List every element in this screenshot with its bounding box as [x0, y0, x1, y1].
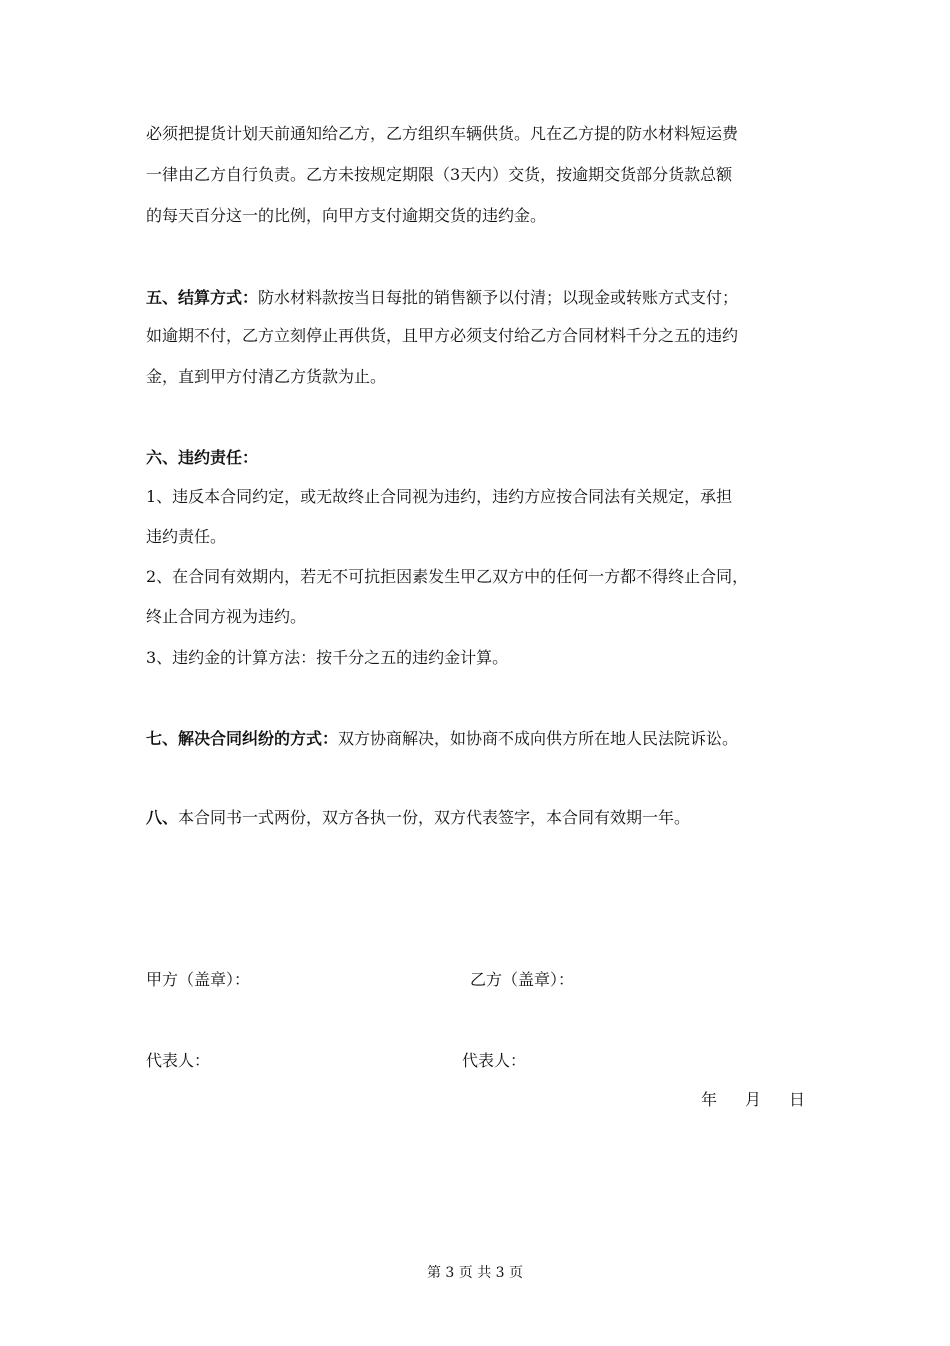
section6-item2-line2: 终止合同方视为违约。: [146, 607, 307, 626]
section5-heading: 五、结算方式：: [146, 288, 259, 307]
section5-line1: [146, 288, 738, 308]
section7-heading: 七、解决合同纠纷的方式：: [146, 729, 339, 748]
section6-item1-line2: 违约责任。: [146, 527, 227, 546]
section6-item2-line1: 2、在合同有效期内，若无不可抗拒因素发生甲乙双方中的任何一方都不得终止合同，: [146, 567, 749, 586]
section6-item1-line1: 1、违反本合同约定，或无故终止合同视为违约，违约方应按合同法有关规定，承担: [146, 487, 733, 506]
section5-line3: 金，直到甲方付清乙方货款为止。: [146, 367, 387, 386]
date-month-label: 月: [745, 1090, 762, 1109]
section5-text: 防水材料款按当日每批的销售额予以付清；以现金或转账方式支付；: [258, 288, 739, 307]
section6-heading: 六、违约责任：: [146, 448, 259, 467]
section7-text: 双方协商解决，如协商不成向供方所在地人民法院诉讼。: [338, 729, 739, 748]
date-year-label: 年: [701, 1090, 718, 1109]
section8-line: [146, 808, 690, 828]
party-b-representative-label: 代表人：: [462, 1051, 527, 1070]
section8-heading: 八、: [146, 808, 179, 827]
para4-line1: 必须把提货计划天前通知给乙方，乙方组织车辆供货。凡在乙方提的防水材料短运费: [146, 124, 739, 143]
page-number: 第 3 页 共 3 页: [426, 1265, 524, 1281]
section5-line2: 如逾期不付，乙方立刻停止再供货，且甲方必须支付给乙方合同材料千分之五的违约: [146, 326, 739, 345]
party-a-seal-label: 甲方（盖章）：: [146, 970, 251, 989]
section7-line: [146, 729, 738, 749]
party-b-seal-label: 乙方（盖章）：: [470, 970, 575, 989]
section8-text: 本合同书一式两份，双方各执一份，双方代表签字，本合同有效期一年。: [178, 808, 691, 827]
para4-line2: 一律由乙方自行负责。乙方未按规定期限（3天内）交货，按逾期交货部分货款总额: [146, 165, 733, 184]
date-day-label: 日: [789, 1090, 806, 1109]
party-a-representative-label: 代表人：: [146, 1051, 211, 1070]
para4-line3: 的每天百分这一的比例，向甲方支付逾期交货的违约金。: [146, 206, 547, 225]
section6-item3: 3、违约金的计算方法：按千分之五的违约金计算。: [146, 648, 509, 667]
